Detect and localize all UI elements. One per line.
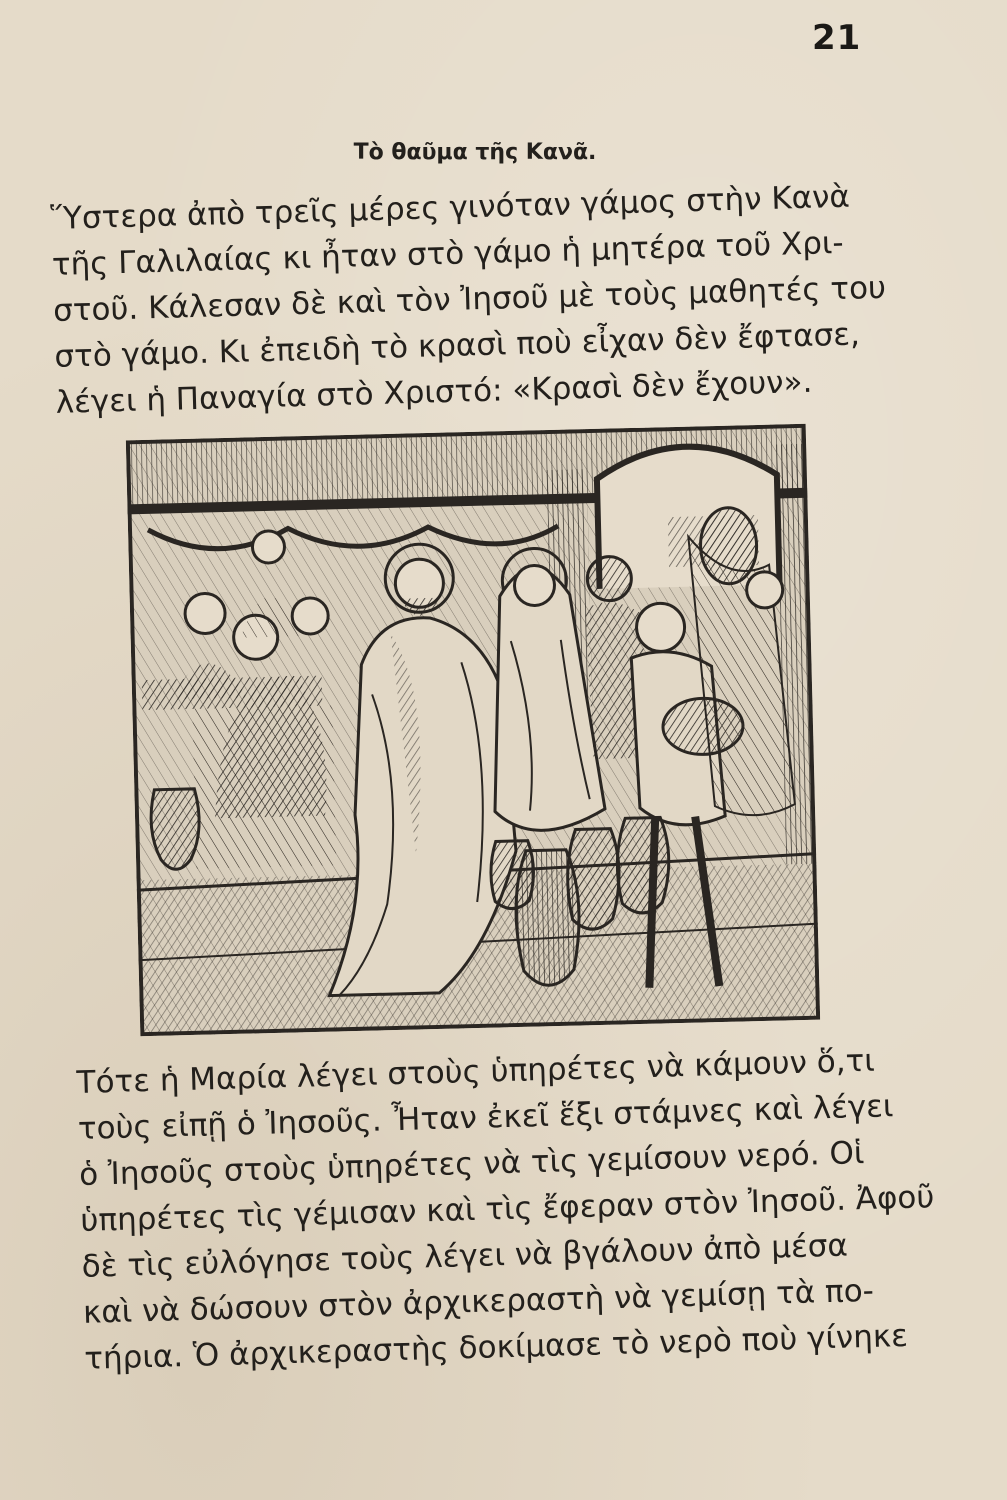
text-line: ὑπηρέτες τὶς γέμισαν καὶ τὶς ἔφεραν στὸν Ἰησοῦ. Ἀφοῦ	[79, 1179, 935, 1239]
page-number: 21	[812, 18, 862, 58]
chapter-title: Τὸ θαῦμα τῆς Κανᾶ.	[353, 140, 597, 165]
text-line: στοῦ. Κάλεσαν δὲ καὶ τὸν Ἰησοῦ μὲ τοὺς μαθητές του	[52, 269, 887, 329]
engraving-wedding-at-cana	[126, 424, 820, 1036]
engraving-picture	[126, 424, 820, 1036]
text-line: ὁ Ἰησοῦς στοὺς ὑπηρέτες νὰ τὶς γεμίσουν νερό. Οἱ	[78, 1135, 865, 1193]
text-line: καὶ νὰ δώσουν στὸν ἀρχικεραστὴ νὰ γεμίσῃ τὰ πο-	[82, 1272, 875, 1331]
text-line: Τότε ἡ Μαρία λέγει στοὺς ὑπηρέτες νὰ κάμουν ὅ,τι	[76, 1042, 876, 1101]
text-line: Ὕστερα ἀπὸ τρεῖς μέρες γινόταν γάμος στὴν Κανὰ	[50, 178, 851, 237]
text-line: στὸ γάμο. Κι ἐπειδὴ τὸ κρασὶ ποὺ εἶχαν δὲν ἔφτασε,	[53, 316, 861, 375]
text-line: τοὺς εἰπῇ ὁ Ἰησοῦς. Ἦταν ἐκεῖ ἕξι στάμνες καὶ λέγει	[77, 1088, 894, 1147]
paragraph-2	[76, 1036, 945, 1382]
paragraph-1	[50, 172, 916, 426]
text-line: δὲ τὶς εὐλόγησε τοὺς λέγει νὰ βγάλουν ἀπὸ μέσα	[81, 1227, 849, 1285]
text-line: τῆς Γαλιλαίας κι ἦταν στὸ γάμο ἡ μητέρα τοῦ Χρι-	[51, 224, 845, 283]
text-line: λέγει ἡ Παναγία στὸ Χριστό: «Κρασὶ δὲν ἔχουν».	[55, 363, 813, 421]
text-line: τήρια. Ὁ ἀρχικεραστὴς δοκίμασε τὸ νερὸ ποὺ γίνηκε	[83, 1317, 909, 1377]
